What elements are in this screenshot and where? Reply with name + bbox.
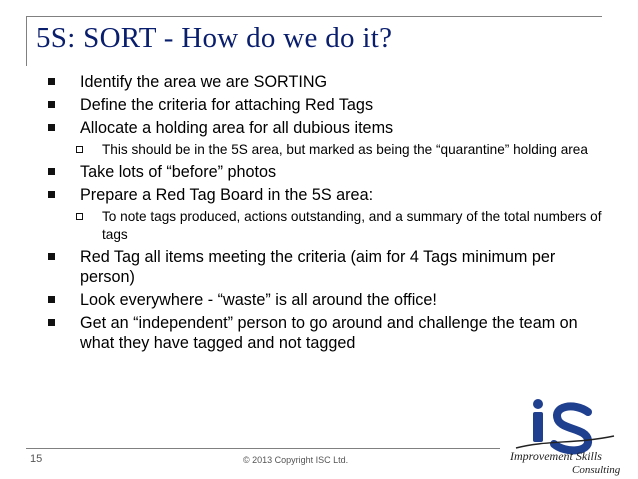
- bullet-text: Allocate a holding area for all dubious items: [80, 119, 394, 137]
- bullet-item: [48, 95, 608, 115]
- logo-s-shape: [554, 406, 588, 450]
- sub-bullet-item: [48, 141, 608, 159]
- copyright-text: © 2013 Copyright ISC Ltd.: [243, 455, 349, 465]
- logo-stem: [533, 412, 543, 442]
- logo-dot: [533, 399, 543, 409]
- hollow-square-bullet-icon: [76, 213, 83, 220]
- square-bullet-icon: [48, 168, 55, 175]
- logo-line1: Improvement Skills: [510, 449, 602, 463]
- bullet-text: Define the criteria for attaching Red Tags: [80, 96, 374, 114]
- bullet-text: Prepare a Red Tag Board in the 5S area:: [80, 186, 374, 204]
- square-bullet-icon: [48, 78, 55, 85]
- bullet-item: [48, 162, 608, 182]
- bullet-item: [48, 185, 608, 205]
- slide-title: 5S: SORT - How do we do it?: [36, 22, 393, 54]
- bullet-text: Look everywhere - “waste” is all around the office!: [80, 291, 437, 309]
- slide-number: 15: [30, 453, 43, 465]
- square-bullet-icon: [48, 124, 55, 131]
- bullet-item: [48, 247, 608, 287]
- bullet-list: [48, 72, 608, 356]
- bullet-item: [48, 118, 608, 138]
- bullet-text: Red Tag all items meeting the criteria (aim for 4 Tags minimum per person): [80, 248, 556, 286]
- bullet-item: [48, 72, 608, 92]
- isc-logo-icon: [496, 390, 636, 476]
- bullet-item: [48, 313, 608, 353]
- sub-bullet-text: To note tags produced, actions outstanding, and a summary of the total numbers of tags: [102, 209, 602, 242]
- bullet-text: Get an “independent” person to go around and challenge the team on what they have tagged and not tagged: [80, 314, 578, 352]
- square-bullet-icon: [48, 319, 55, 326]
- square-bullet-icon: [48, 191, 55, 198]
- title-frame-top-rule: [26, 16, 602, 17]
- square-bullet-icon: [48, 296, 55, 303]
- bullet-text: Identify the area we are SORTING: [80, 73, 328, 91]
- footer-rule: [26, 448, 500, 449]
- hollow-square-bullet-icon: [76, 146, 83, 153]
- bullet-text: Take lots of “before” photos: [80, 163, 277, 181]
- square-bullet-icon: [48, 101, 55, 108]
- bullet-item: [48, 290, 608, 310]
- sub-bullet-text: This should be in the 5S area, but marked as being the “quarantine” holding area: [102, 142, 588, 157]
- logo-line2: Consulting: [572, 464, 621, 476]
- square-bullet-icon: [48, 253, 55, 260]
- sub-bullet-item: [48, 208, 608, 244]
- title-frame-left-rule: [26, 16, 27, 66]
